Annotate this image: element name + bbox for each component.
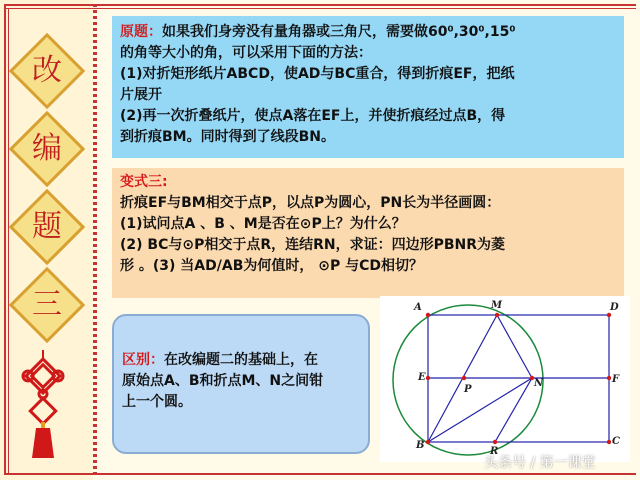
geometry-figure — [380, 296, 630, 462]
top-border — [4, 4, 636, 6]
label-d: D — [610, 302, 619, 313]
label-a: A — [414, 302, 422, 313]
title-char-1: 改 — [32, 53, 62, 88]
original-label: 原题： — [120, 24, 162, 40]
difference-line-3: 上一个圆。 — [122, 394, 192, 410]
title-char-2: 编 — [32, 131, 62, 166]
bottom-border — [4, 473, 636, 475]
divider-stripes — [93, 4, 97, 475]
original-line-2: 的角等大小的角，可以采用下面的方法： — [120, 45, 372, 61]
label-p: P — [464, 384, 472, 395]
variant-line-4: 形 。(3) 当AD/AB为何值时， ⊙P 与CD相切？ — [120, 258, 423, 274]
label-e: E — [418, 372, 426, 383]
label-r: R — [490, 446, 499, 457]
label-n: N — [534, 378, 544, 389]
top-border-inner — [4, 8, 636, 9]
variant-label: 变式三: — [120, 174, 168, 190]
label-c: C — [612, 436, 620, 447]
variant-line-3: (2) BC与⊙P相交于点R，连结RN，求证：四边形PBNR为菱 — [120, 237, 506, 253]
label-b: B — [416, 440, 425, 451]
difference-box — [112, 314, 370, 454]
title-char-3: 题 — [32, 209, 62, 244]
chinese-knot-icon — [20, 350, 66, 460]
variant-box — [112, 168, 624, 298]
difference-line-1: 在改编题二的基础上，在 — [164, 352, 318, 368]
original-line-1: 如果我们身旁没有量角器或三角尺，需要做60⁰,30⁰,15⁰ — [162, 24, 516, 40]
difference-line-2: 原始点A、B和折点M、N之间钳 — [122, 373, 324, 389]
original-line-5: (2)再一次折叠纸片，使点A落在EF上，并使折痕经过点B，得 — [120, 108, 506, 124]
original-line-3: (1)对折矩形纸片ABCD，使AD与BC重合，得到折痕EF，把纸 — [120, 66, 515, 82]
original-line-6: 到折痕BM。同时得到了线段BN。 — [120, 129, 335, 145]
title-char-4: 三 — [32, 287, 62, 322]
variant-line-1: 折痕EF与BM相交于点P，以点P为圆心，PN长为半径画圆： — [120, 195, 501, 211]
label-m: M — [491, 300, 503, 311]
difference-label: 区别： — [122, 352, 164, 368]
watermark: 头条号 / 第一课堂 — [484, 455, 596, 471]
original-problem-box — [112, 16, 624, 158]
label-f: F — [612, 374, 620, 385]
left-border — [4, 4, 6, 475]
original-line-4: 片展开 — [120, 87, 162, 103]
variant-line-2: (1)试问点A 、B 、M是否在⊙P上？为什么？ — [120, 216, 406, 232]
